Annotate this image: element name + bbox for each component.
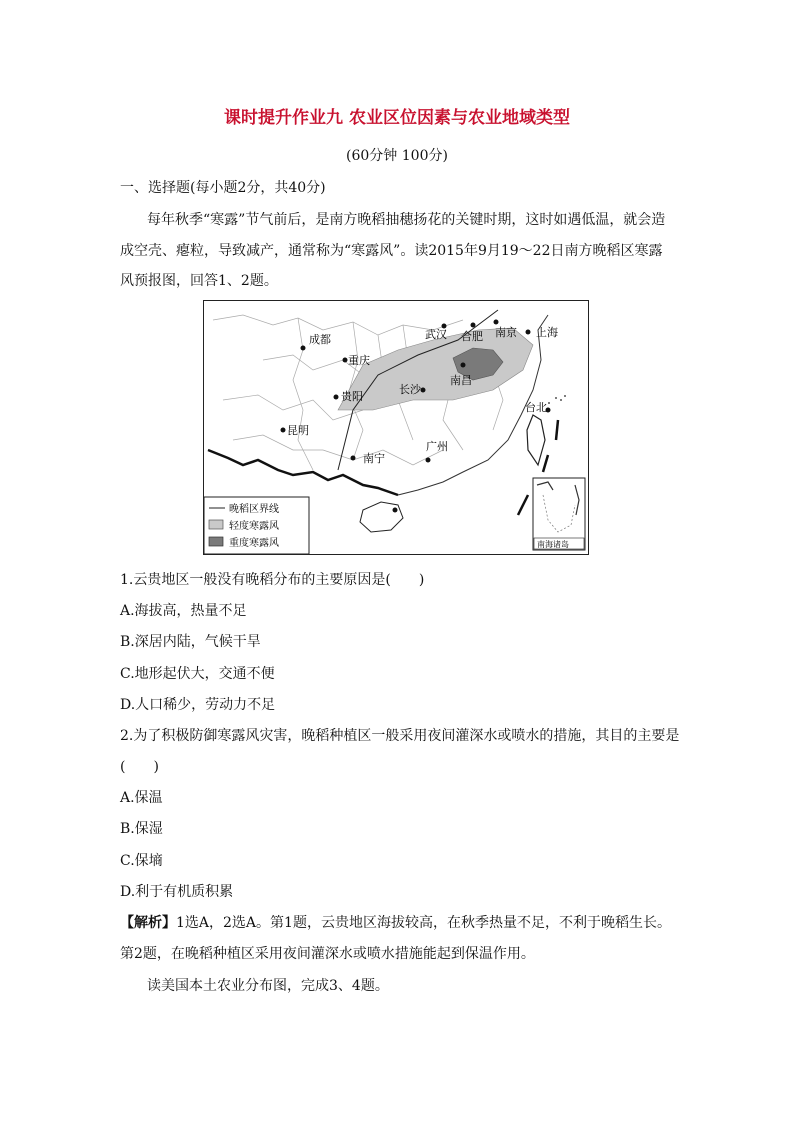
- q2-option-a: A.保温: [120, 790, 163, 806]
- q2-option-b: B.保湿: [120, 821, 163, 837]
- city-label-nanchang: 南昌: [450, 374, 472, 387]
- q1-option-d: D.人口稀少，劳动力不足: [120, 697, 276, 713]
- city-label-nanning: 南宁: [363, 452, 385, 465]
- inset-label: 南海诸岛: [537, 540, 569, 549]
- q2-stem: 2.为了积极防御寒露风灾害，晚稻种植区一般采用夜间灌深水或喷水的措施，其目的主要是: [120, 728, 680, 744]
- city-label-hefei: 合肥: [461, 330, 483, 343]
- intro-line-1: 每年秋季“寒露”节气前后，是南方晚稻抽穗扬花的关键时期，这时如遇低温，就会造: [147, 212, 666, 228]
- analysis-line-2: 第2题，在晚稻种植区采用夜间灌深水或喷水措施能起到保温作用。: [120, 946, 535, 962]
- city-label-guiyang: 贵阳: [341, 390, 363, 403]
- analysis-text-1: 1选A，2选A。第1题，云贵地区海拔较高，在秋季热量不足，不利于晚稻生长。: [176, 915, 671, 931]
- analysis-label: 【解析】: [120, 915, 176, 931]
- time-score: (60分钟 100分): [346, 148, 448, 164]
- analysis-line-1: [120, 913, 671, 933]
- legend-light: 轻度寒露风: [229, 521, 279, 532]
- q2-option-d: D.利于有机质积累: [120, 884, 234, 900]
- cold-dew-wind-forecast-map: [203, 300, 589, 555]
- city-label-taibei: 台北: [525, 401, 547, 414]
- q1-stem: 1.云贵地区一般没有晚稻分布的主要原因是( ): [120, 572, 425, 588]
- page-title: 课时提升作业九 农业区位因素与农业地域类型: [224, 108, 570, 128]
- q2-answer-blank: ( ): [120, 759, 159, 775]
- q2-option-c: C.保墒: [120, 853, 163, 869]
- city-label-chongqing: 重庆: [348, 354, 370, 367]
- section-heading: 一、选择题(每小题2分，共40分): [120, 180, 326, 196]
- legend-boundary: 晚稻区界线: [229, 504, 279, 515]
- q1-option-a: A.海拔高，热量不足: [120, 603, 247, 619]
- city-label-guangzhou: 广州: [426, 440, 448, 453]
- q1-option-c: C.地形起伏大，交通不便: [120, 666, 275, 682]
- city-label-kunming: 昆明: [287, 424, 309, 437]
- city-label-wuhan: 武汉: [425, 328, 447, 341]
- next-question-intro: 读美国本土农业分布图，完成3、4题。: [147, 978, 389, 994]
- city-label-changsha: 长沙: [399, 383, 421, 396]
- south-china-sea-inset: [533, 478, 585, 550]
- q1-option-b: B.深居内陆，气候干旱: [120, 634, 261, 650]
- intro-line-3: 风预报图，回答1、2题。: [120, 273, 278, 289]
- city-label-nanjing: 南京: [495, 326, 517, 339]
- legend-heavy: 重度寒露风: [229, 538, 279, 549]
- map-legend: [204, 497, 309, 554]
- city-label-shanghai: 上海: [536, 326, 558, 339]
- city-label-chengdu: 成都: [309, 333, 331, 346]
- intro-line-2: 成空壳、瘪粒，导致减产，通常称为“寒露风”。读2015年9月19～22日南方晚稻区寒露: [120, 243, 663, 259]
